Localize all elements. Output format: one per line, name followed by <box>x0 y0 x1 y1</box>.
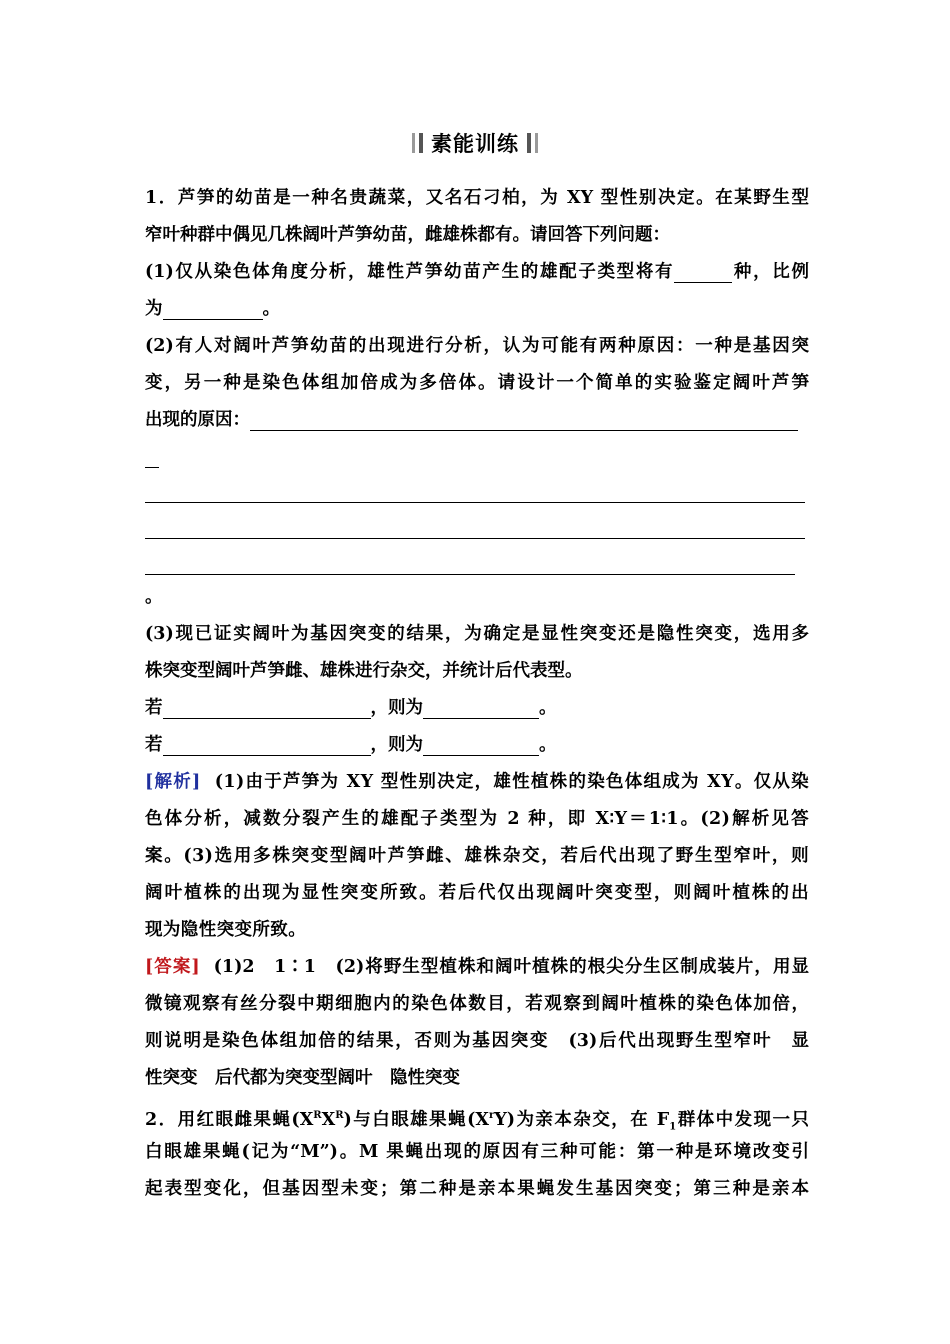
answer-blank <box>423 696 539 719</box>
question-2-text: Y)为亲本杂交，在 F <box>494 1109 670 1130</box>
answer-blank <box>163 297 263 320</box>
part-1-text: 为 <box>145 299 163 319</box>
question-2-line: 白眼雄果蝇(记为“M”)。M 果蝇出现的原因有三种可能：第一种是环境改变引 <box>145 1142 809 1162</box>
condition-line <box>145 690 809 727</box>
answer-blank <box>163 733 371 756</box>
answer-blank-line <box>145 439 809 476</box>
analysis-line: 色体分析，减数分裂产生的雄配子类型为 2 种，即 X∶Y＝1∶1。(2)解析见答 <box>145 809 809 829</box>
question-1-part-3: (3)现已证实阔叶为基因突变的结果，为确定是显性突变还是隐性突变，选用多 <box>145 624 809 644</box>
answer-blank <box>423 733 539 756</box>
question-1-part-1-cont <box>145 291 809 328</box>
analysis-text: (1)由于芦笋为 XY 型性别决定，雄性植株的染色体组成为 XY。仅从染 <box>214 772 809 792</box>
blank-end-period: 。 <box>145 587 163 607</box>
question-1-part-2: 变，另一种是染色体组加倍成为多倍体。请设计一个简单的实验鉴定阔叶芦笋 <box>145 373 809 393</box>
analysis-line: 阔叶植株的出现为显性突变所致。若后代仅出现阔叶突变型，则阔叶植株的出 <box>145 883 809 903</box>
heading-right-bar-decoration <box>535 133 538 153</box>
question-2-text: )与白眼雄果蝇(X <box>343 1109 489 1130</box>
superscript: R <box>313 1110 322 1121</box>
answer-line: 则说明是染色体组加倍的结果，否则为基因突变 (3)后代出现野生型窄叶 显 <box>145 1031 809 1051</box>
section-heading <box>0 128 950 158</box>
analysis-line: 现为隐性突变所致。 <box>145 920 307 940</box>
question-1-part-2: (2)有人对阔叶芦笋幼苗的出现进行分析，认为可能有两种原因：一种是基因突 <box>145 336 809 356</box>
part-2-text: 出现的原因： <box>145 410 250 430</box>
answer-blank <box>145 445 159 468</box>
analysis-line <box>145 764 809 801</box>
heading-left-bar-decoration <box>412 133 415 153</box>
question-2-text: 2．用红眼雌果蝇(X <box>145 1109 314 1130</box>
analysis-line: 案。(3)选用多株突变型阔叶芦笋雌、雄株杂交，若后代出现了野生型窄叶，则 <box>145 846 809 866</box>
question-2-line <box>145 1097 809 1134</box>
part-1-text: (1)仅从染色体角度分析，雄性芦笋幼苗产生的雄配子类型将有 <box>145 262 675 282</box>
answer-blank <box>163 696 371 719</box>
answer-text: (1)2 1∶1 (2)将野生型植株和阔叶植株的根尖分生区制成装片，用显 <box>213 957 809 977</box>
heading-right-bar-decoration <box>527 133 531 153</box>
question-1-part-3: 株突变型阔叶芦笋雌、雄株进行杂交，并统计后代表型。 <box>145 661 583 681</box>
question-1-line: 1．芦笋的幼苗是一种名贵蔬菜，又名石刁柏，为 XY 型性别决定。在某野生型 <box>145 188 809 208</box>
answer-line: 微镜观察有丝分裂中期细胞内的染色体数目，若观察到阔叶植株的染色体加倍， <box>145 994 809 1014</box>
part-1-text: 种，比例 <box>732 262 809 282</box>
answer-blank-line <box>145 550 795 575</box>
document-body <box>145 180 809 1208</box>
subscript: 1 <box>669 1121 677 1133</box>
answer-blank-line <box>145 478 805 503</box>
answer-blank <box>674 260 732 283</box>
question-2-text: 群体中发现一只 <box>676 1109 809 1130</box>
question-1-line: 窄叶种群中偶见几株阔叶芦笋幼苗，雌雄株都有。请回答下列问题： <box>145 225 670 245</box>
answer-tag: [答案] <box>145 957 200 977</box>
superscript: R <box>335 1110 344 1121</box>
condition-text: 若 <box>145 698 163 718</box>
question-2-line: 起表型变化，但基因型未变；第二种是亲本果蝇发生基因突变；第三种是亲本 <box>145 1179 809 1199</box>
part-1-text: 。 <box>262 299 280 319</box>
condition-text: ，则为 <box>370 735 423 755</box>
condition-text: 若 <box>145 735 163 755</box>
answer-line <box>145 949 809 986</box>
question-1-part-2 <box>145 402 809 439</box>
condition-line <box>145 727 809 764</box>
condition-text: 。 <box>539 735 557 755</box>
condition-text: ，则为 <box>370 698 423 718</box>
answer-blank-line <box>145 514 805 539</box>
condition-text: 。 <box>539 698 557 718</box>
heading-left-bar-decoration <box>419 133 423 153</box>
question-2-text: X <box>321 1109 336 1130</box>
question-1-part-1 <box>145 254 809 291</box>
section-title: 素能训练 <box>431 132 519 156</box>
superscript: r <box>488 1110 495 1121</box>
answer-blank <box>250 408 798 431</box>
answer-line: 性突变 后代都为突变型阔叶 隐性突变 <box>145 1068 460 1088</box>
analysis-tag: [解析] <box>145 772 201 792</box>
